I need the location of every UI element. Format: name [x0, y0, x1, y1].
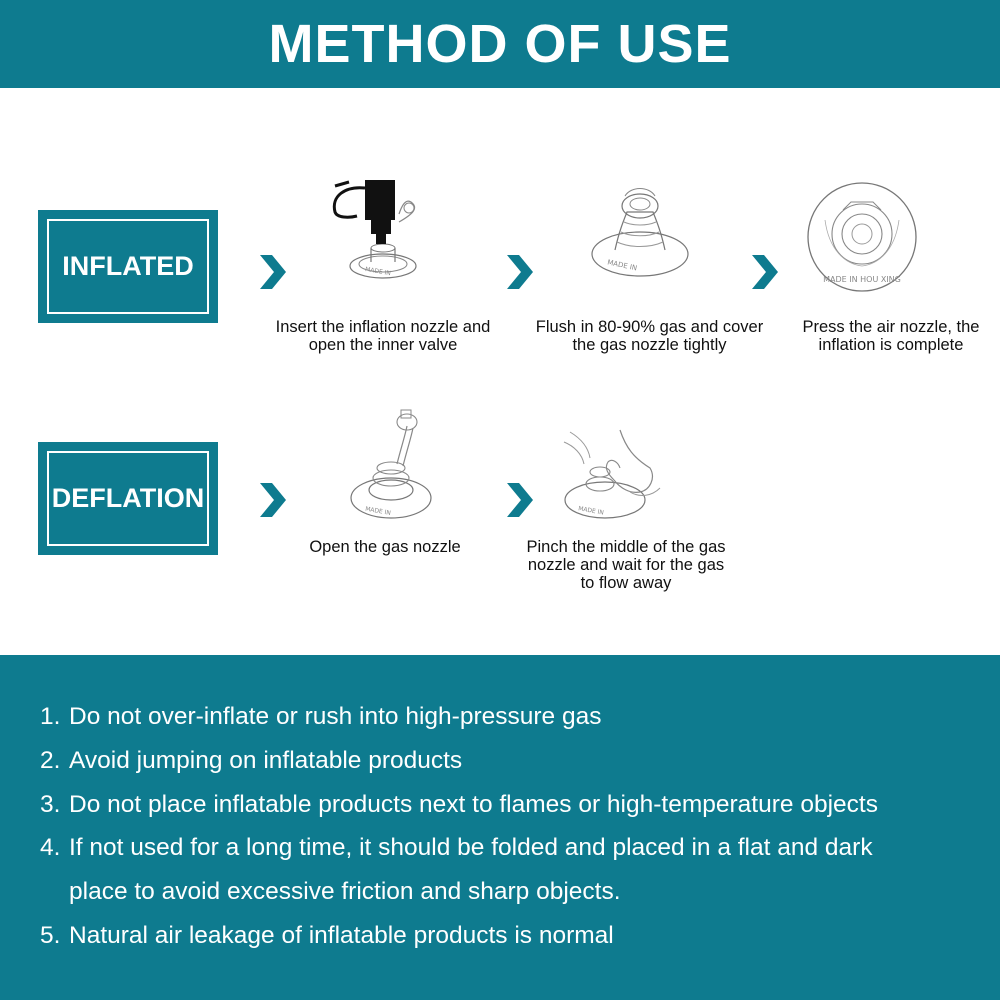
tips-panel: [0, 655, 1000, 1000]
chevron-right-icon: [505, 483, 535, 517]
caption-line: Insert the inflation nozzle and: [275, 318, 491, 336]
caption-line: Press the air nozzle, the: [802, 318, 980, 336]
tip-item: [40, 703, 601, 731]
tip-number: 3.: [40, 791, 61, 818]
deflation-label-frame: [47, 451, 209, 546]
valve-flush-illustration: [585, 182, 695, 282]
header-banner: [0, 0, 1000, 88]
inflation-pump-nozzle-illustration: [325, 178, 445, 283]
deflation-step-1-caption: [285, 538, 485, 556]
svg-text:MADE IN: MADE IN: [577, 505, 605, 517]
tip-text: Natural air leakage of inflatable products is normal: [69, 922, 614, 949]
svg-text:MADE IN: MADE IN: [364, 265, 392, 278]
inflated-label: INFLATED: [62, 251, 194, 281]
page-title: METHOD OF USE: [268, 14, 732, 74]
caption-line: nozzle and wait for the gas: [527, 556, 725, 574]
svg-text:MADE IN: MADE IN: [606, 258, 638, 273]
tip-number: 2.: [40, 747, 61, 774]
tip-item: [40, 747, 462, 775]
deflation-step-2-caption: [500, 538, 752, 592]
tip-text: Do not place inflatable products next to flames or high-temperature objects: [69, 791, 878, 818]
chevron-right-icon: [258, 255, 288, 289]
caption-line: the gas nozzle tightly: [572, 336, 727, 354]
inflated-label-frame: [47, 219, 209, 314]
valve-top-view-illustration: [805, 180, 920, 295]
hand-pinch-valve-illustration: [560, 428, 665, 523]
tip-text: place to avoid excessive friction and sharp objects.: [69, 878, 621, 905]
caption-line: Open the gas nozzle: [309, 538, 461, 556]
tip-item: [40, 791, 878, 819]
open-valve-illustration: [345, 408, 440, 523]
svg-text:MADE IN: MADE IN: [364, 505, 392, 517]
inflated-step-2-caption: [512, 318, 787, 354]
valve-stamp-text: MADE IN HOU XING: [823, 275, 901, 284]
chevron-right-icon: [258, 483, 288, 517]
caption-line: inflation is complete: [818, 336, 964, 354]
inflated-step-3-caption: [785, 318, 997, 354]
caption-line: open the inner valve: [308, 336, 458, 354]
inflated-step-1-caption: [258, 318, 508, 354]
caption-line: Pinch the middle of the gas: [526, 538, 726, 556]
tip-text: If not used for a long time, it should be folded and placed in a flat and dark: [69, 834, 873, 861]
tip-text: Avoid jumping on inflatable products: [69, 747, 463, 774]
tip-text: Do not over-inflate or rush into high-pressure gas: [69, 703, 602, 730]
tip-item-continuation: [40, 878, 621, 906]
deflation-label: DEFLATION: [51, 483, 205, 513]
chevron-right-icon: [505, 255, 535, 289]
inflated-label-box: [38, 210, 218, 323]
caption-line: to flow away: [580, 574, 672, 592]
chevron-right-icon: [750, 255, 780, 289]
tip-number: 5.: [40, 922, 61, 949]
tip-number: 4.: [40, 834, 61, 861]
deflation-label-box: [38, 442, 218, 555]
tip-number: 1.: [40, 703, 61, 730]
tip-item: [40, 922, 614, 950]
tip-item: [40, 834, 873, 862]
caption-line: Flush in 80-90% gas and cover: [535, 318, 764, 336]
